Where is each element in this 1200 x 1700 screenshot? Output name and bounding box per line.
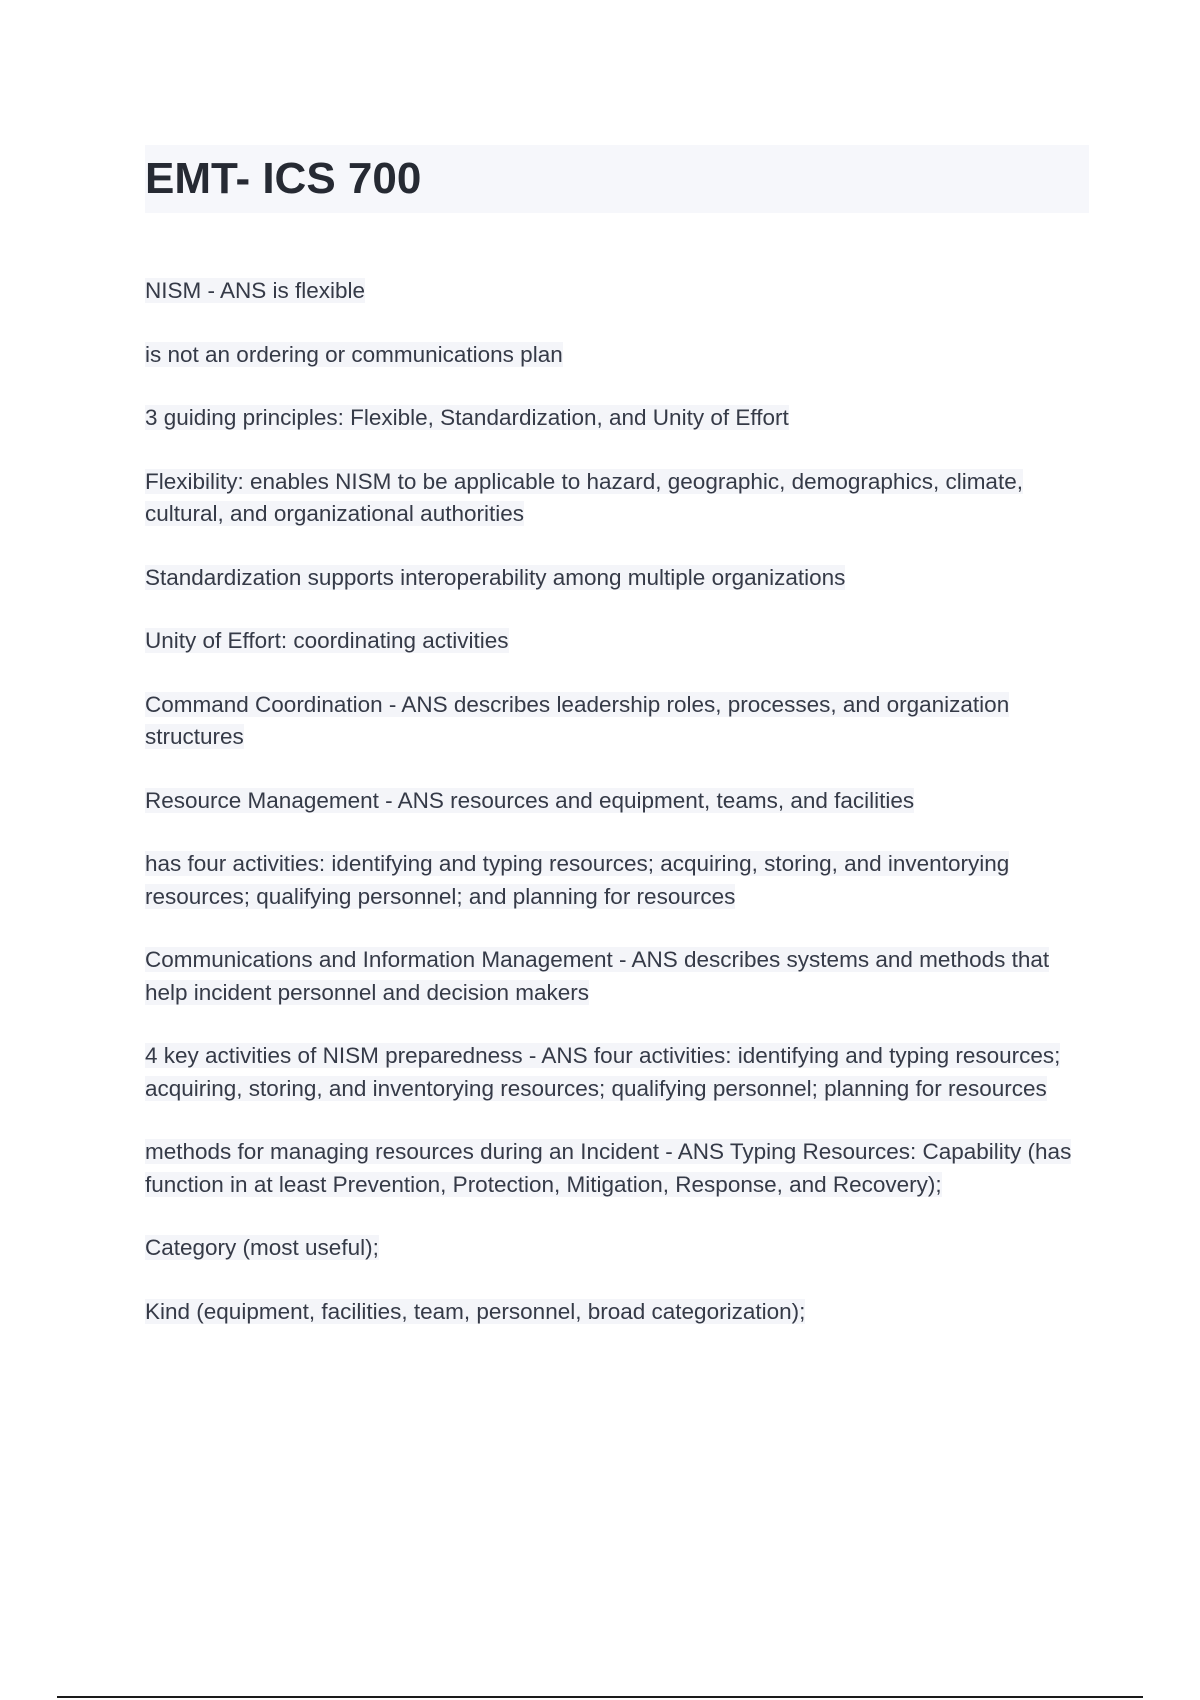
paragraph-13 [145,1232,1095,1265]
paragraph-2 [145,339,1095,372]
paragraph-14 [145,1296,1095,1329]
paragraph-4 [145,466,1095,531]
page-title: EMT- ICS 700 [145,154,422,203]
title-banner [145,145,1089,213]
paragraph-text: is not an ordering or communications plan [145,341,563,367]
paragraph-text: has four activities: identifying and typing resources; acquiring, storing, and inventorying resources; qualifying personnel; and planning for resources [145,851,1010,909]
document-body [145,275,1095,1359]
paragraph-text: Kind (equipment, facilities, team, personnel, broad categorization); [145,1298,806,1324]
paragraph-text: NISM - ANS is flexible [145,278,366,303]
paragraph-text: Command Coordination - ANS describes leadership roles, processes, and organization structures [145,691,1010,749]
paragraph-5 [145,562,1095,595]
paragraph-text: 3 guiding principles: Flexible, Standardization, and Unity of Effort [145,405,789,430]
paragraph-11 [145,1040,1095,1105]
paragraph-text: methods for managing resources during an Incident - ANS Typing Resources: Capability (has function in at least Prevention, Protection, Mitigation, Response, and Recovery); [145,1139,1072,1197]
paragraph-text: Standardization supports interoperability among multiple organizations [145,564,846,590]
paragraph-9 [145,848,1095,913]
footer-divider [57,1696,1143,1698]
paragraph-8 [145,785,1095,818]
paragraph-text: Category (most useful); [145,1235,379,1260]
paragraph-12 [145,1136,1095,1201]
paragraph-3 [145,402,1095,435]
paragraph-1 [145,275,1095,308]
paragraph-text: Flexibility: enables NISM to be applicable to hazard, geographic, demographics, climate, cultural, and organizational authorities [145,468,1023,526]
paragraph-text: Unity of Effort: coordinating activities [145,628,509,653]
paragraph-text: Resource Management - ANS resources and equipment, teams, and facilities [145,787,915,813]
paragraph-7 [145,689,1095,754]
paragraph-text: Communications and Information Management - ANS describes systems and methods that help incident personnel and decision makers [145,947,1050,1005]
paragraph-text: 4 key activities of NISM preparedness - ANS four activities: identifying and typing resources; acquiring, storing, and inventorying resources; qualifying personnel; planning for resources [145,1043,1061,1101]
paragraph-10 [145,944,1095,1009]
paragraph-6 [145,625,1095,658]
